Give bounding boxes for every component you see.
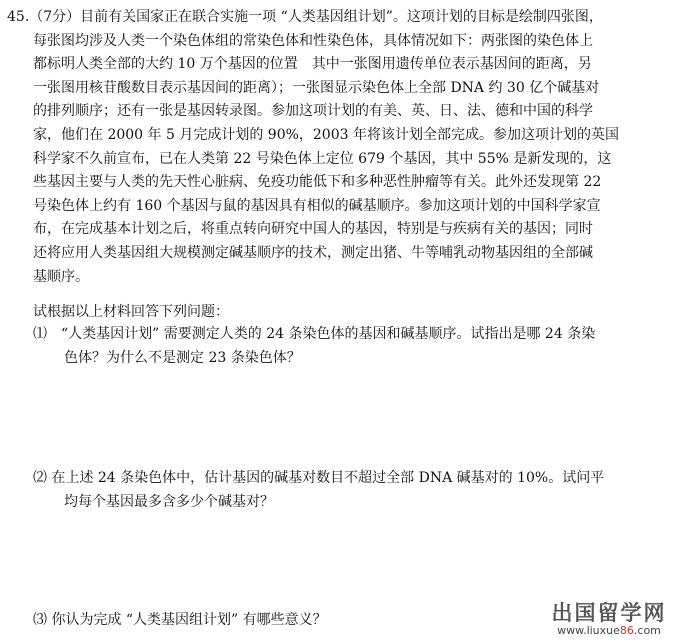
passage-line: 45.（7分）目前有关国家正在联合实施一项 “人类基因组计划”。这项计划的目标是绘制四张图， bbox=[7, 9, 603, 25]
question-1 bbox=[33, 323, 673, 370]
question-prompt: 试根据以上材料回答下列问题： bbox=[33, 304, 229, 320]
watermark-url-suffix: .com bbox=[633, 623, 661, 637]
question-line: 色体？为什么不是测定 23 条染色体？ bbox=[64, 349, 301, 366]
passage-line: 还将应用人类基因组大规模测定碱基顺序的技术，测定出猪、牛等哺乳动物基因组的全部碱 bbox=[33, 244, 593, 261]
passage bbox=[7, 6, 675, 289]
watermark-url-accent: 86 bbox=[619, 623, 634, 637]
watermark bbox=[538, 602, 680, 637]
watermark-url bbox=[538, 625, 680, 637]
passage-line: 布，在完成基本计划之后，将重点转向研究中国人的基因，特别是与疾病有关的基因；同时 bbox=[33, 221, 593, 238]
passage-line: 科学家不久前宣布，已在人类第 22 号染色体上定位 679 个基因，其中 55% 是新发现的，这 bbox=[33, 150, 612, 167]
passage-line: 的排列顺序；还有一张是基因转录图。参加这项计划的有美、英、日、法、德和中国的科学 bbox=[33, 103, 593, 120]
passage-line: 都标明人类全部的大约 10 万个基因的位置 其中一张图用遗传单位表示基因间的距离，另 bbox=[33, 56, 592, 73]
passage-line: 些基因主要与人类的先天性心脏病、免疫功能低下和多种恶性肿瘤等有关。此外还发现第 22 bbox=[33, 174, 602, 191]
question-2 bbox=[33, 467, 673, 514]
passage-line: 每张图均涉及人类一个染色体组的常染色体和性染色体，具体情况如下：两张图的染色体上 bbox=[33, 32, 593, 49]
watermark-name: 出国留学网 bbox=[551, 600, 667, 625]
question-line: ⑵ 在上述 24 条染色体中，估计基因的碱基对数目不超过全部 DNA 碱基对的 10%。试问平 bbox=[33, 470, 605, 486]
passage-line: 家，他们在 2000 年 5 月完成计划的 90%，2003 年将该计划全部完成。参加这项计划的英国 bbox=[33, 126, 619, 143]
passage-line: 一张图用核苷酸数目表示基因间的距离）；一张图显示染色体上全部 DNA 约 30 亿个碱基对 bbox=[33, 79, 600, 96]
watermark-url-prefix: www.liuxue bbox=[557, 623, 620, 637]
passage-line: 号染色体上约有 160 个基因与鼠的基因具有相似的碱基顺序。参加这项计划的中国科学家宣 bbox=[33, 197, 601, 214]
question-line: ⑶ 你认为完成 “人类基因组计划” 有哪些意义？ bbox=[33, 612, 327, 628]
question-line: 均每个基因最多含多少个碱基对？ bbox=[64, 493, 274, 510]
question-line: ⑴ “人类基因计划” 需要测定人类的 24 条染色体的基因和碱基顺序。试指出是哪 24 条染 bbox=[33, 326, 596, 342]
passage-line: 基顺序。 bbox=[33, 268, 89, 285]
